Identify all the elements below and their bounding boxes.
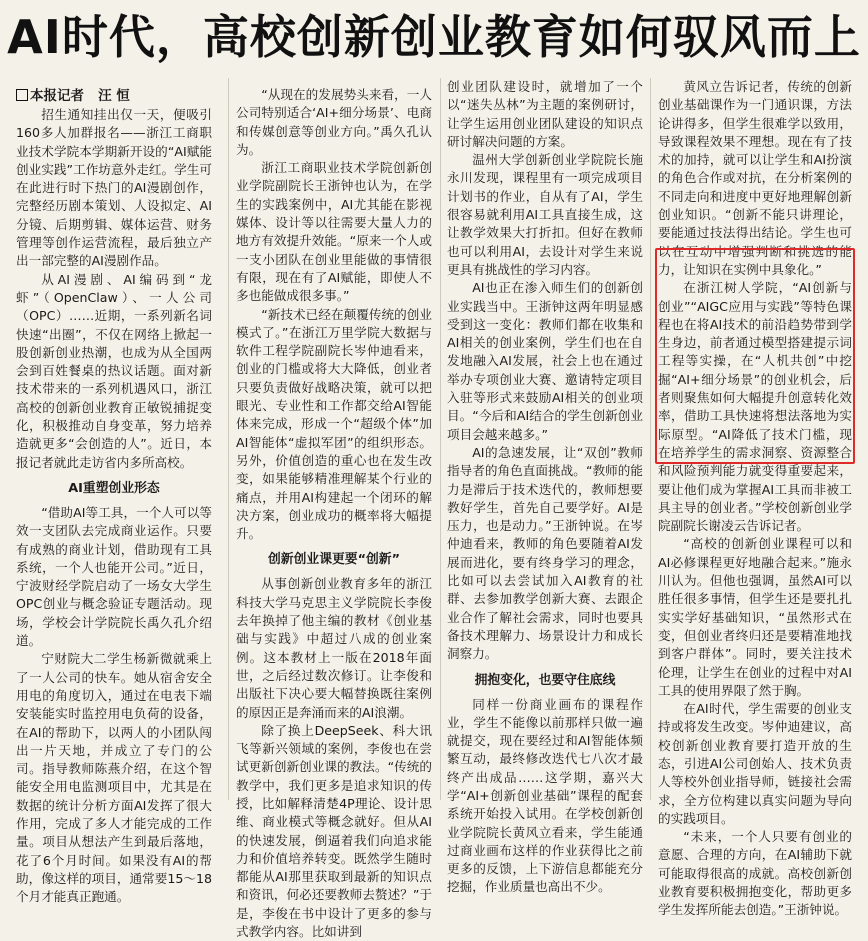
byline-prefix: 本报记者	[30, 88, 84, 104]
paragraph: “新技术已经在颠覆传统的创业模式了。”在浙江万里学院大数据与软件工程学院副院长岑仲迪看来，创业的门槛或将大大降低，创业者只要负责做好战略决策，就可以把眼光、专业性和工作都交给AI智能体来完成，形成一个“超级个体”加AI智能体“虚拟军团”的组织形态。另外，价值创造的重心也在发生改变，如果能够精准理解某个行业的痛点，并用AI构建起一个闭环的解决方案，创业成功的概率将大幅提升。	[236, 306, 432, 542]
paragraph: 浙江工商职业技术学院创新创业学院副院长王浙钟也认为，在学生的实践案例中，AI尤其能在影视媒体、设计等以往需要大量人力的地方有效提升效能。“原来一个人或一支小团队在创业里能做的事情很有限，现在有了AI赋能，即使人不多也能做成很多事。”	[236, 160, 432, 304]
paragraph: 宁财院大二学生杨新微就乘上了一人公司的快车。她从宿舍安全用电的角度切入，通过在电表下端安装能实时监控用电负荷的设备，在AI的帮助下，以两人的小团队闯出一片天地，并成立了专门的公司。指导教师陈燕介绍，在这个智能安全用电监测项目中，尤其是在数据的统计分析方面AI发挥了很大作用，完成了多人才能完成的工作量。项目从想法产生到最后落地，花了6个月时间。如果没有AI的帮助，像这样的项目，通常要15～18个月才能真正跑通。	[16, 651, 212, 905]
section-heading: 创新创业课更要“创新”	[268, 552, 400, 568]
paragraph: 从事创新创业教育多年的浙江科技大学马克思主义学院院长李俊去年换掉了他主编的教材《创业基础与实践》中超过八成的创业案例。这本教材上一版在2018年面世，之后经过数次修订。让李俊和出版社下决心要大幅替换既往案例的原因正是奔涌而来的AI浪潮。	[236, 576, 432, 720]
column-divider	[650, 78, 651, 800]
headline: AI时代，高校创新创业教育如何驭风而上	[7, 10, 861, 64]
column-divider	[228, 78, 229, 800]
paragraph: AI的急速发展，让“双创”教师指导者的角色直面挑战。“教师的能力是滞后于技术迭代的，教师想要教好学生，首先自己要学好。AI是压力，也是动力。”王浙钟说。在岑仲迪看来，教师的角色要随着AI发展而进化，要有终身学习的理念，比如可以去尝试加入AI教育的社群、去参加教学创新大赛、去跟企业合作了解社会需求，同时也要具备技术理解力、场景设计力和成长洞察力。	[447, 444, 643, 662]
section-heading: 拥抱变化，也要守住底线	[474, 672, 616, 688]
paragraph: 招生通知挂出仅一天，便吸引160多人加群报名——浙江工商职业技术学院本学期新开设的“AI赋能创业实践”工作坊意外走红。学生可在此进行时下热门的AI漫剧创作，完整经历剧本策划、人设拟定、AI分镜、后期剪辑、媒体运营、财务管理等创作运营流程，最后独立产出一部完整的AI漫剧作品。	[16, 107, 212, 269]
paragraph: “高校的创新创业课程可以和AI必修课程更好地融合起来。”施永川认为。但他也强调，虽然AI可以胜任很多事情，但学生还是要扎扎实实学好基础知识，“虽然形式在变，但创业者终归还是要精准地找到客户群体”。同时，要关注技术伦理，让学生在创业的过程中对AI工具的使用界限了然于胸。	[658, 536, 852, 698]
byline-name: 汪 恒	[98, 88, 130, 104]
paragraph: 除了换上DeepSeek、科大讯飞等新兴领域的案例，李俊也在尝试更新创新创业课的教法。“传统的教学中，我们更多是追求知识的传授，比如解释清楚4P理论、设计思维、商业模式等概念就好。但从AI的快速发展，倒逼着我们向追求能力和价值培养转变。既然学生随时都能从AI那里获取到最新的知识点和资讯，何必还要教师去赘述？”于是，李俊在书中设计了更多的参与式教学内容。比如讲到	[236, 722, 432, 940]
paragraph: 创业团队建设时，就增加了一个以“迷失丛林”为主题的案例研讨，让学生运用创业团队建设的知识点研讨解决问题的方案。	[447, 79, 643, 149]
article-column-2	[236, 86, 432, 940]
highlight-box	[655, 248, 855, 464]
byline	[16, 86, 212, 106]
paragraph: 温州大学创新创业学院院长施永川发现，课程里有一项完成项目计划书的作业，自从有了AI，学生很容易就利用AI工具直接生成，这让教学效果大打折扣。但好在教师也可以利用AI，去设计对学生来说更具有挑战性的学习内容。	[447, 152, 643, 277]
paragraph: 从AI漫剧、AI编码到“龙虾”（OpenClaw）、一人公司（OPC）……近期，一系列新名词快速“出圈”，不仅在网络上掀起一股创新创业热潮，也成为从全国两会到百姓餐桌的热议话题。面对新技术带来的一系列机遇风口，浙江高校的创新创业教育正敏锐捕捉变化，积极推动自身变革，努力培养造就更多“会创造的人”。近日，本报记者就此走访省内多所高校。	[16, 271, 212, 470]
article-column-1	[16, 86, 212, 905]
byline-box-icon	[16, 89, 28, 101]
highlighted-paragraph: 在浙江树人学院，“AI创新与创业”“AIGC应用与实践”等特色课程也在将AI技术的前沿趋势带到学生身边，前者通过模型搭建提示词工程等实操，在“人机共创”中挖掘“AI+细分场景”的创业机会，后者则聚焦如何大幅提升创意转化效率，借助工具快速将想法落地为实际原型。“AI降低了技术门槛，现在培养学生的需求洞察、资源整合和风险预判能力就变得重要起来，要让他们成为掌握AI工具而非被工具主导的创业者。”学校创新创业学院副院长谢凌云告诉记者。	[658, 280, 852, 534]
article-column-3	[447, 78, 643, 895]
paragraph: 黄风立告诉记者，传统的创新创业基础课作为一门通识课，方法论讲得多，但学生很难学以致用，导致课程效果不理想。现在有了技术的加持，就可以让学生和AI扮演的角色合作或对抗，在分析案例的不同走向和进度中更好地理解创新创业知识。“创新不能只讲理论，要能通过技法得出结论。学生也可以在互动中增强判断和挑选的能力，让知识在实例中具象化。”	[658, 79, 852, 277]
paragraph: “借助AI等工具，一个人可以等效一支团队去完成商业运作。只要有成熟的商业计划，借助现有工具系统，一个人也能开公司。”近日，宁波财经学院启动了一场女大学生OPC创业与概念验证专题活动。现场，学校会计学院院长禹久孔介绍道。	[16, 504, 212, 649]
paragraph: 同样一份商业画布的课程作业，学生不能像以前那样只做一遍就提交，现在要经过和AI智能体频繁互动，最终修改迭代七八次才最终产出成品……这学期，嘉兴大学“AI+创新创业基础”课程的配套系统开始投入试用。在学校创新创业学院院长黄风立看来，学生能通过商业画布这样的作业获得比之前更多的反馈，上下游信息都能充分挖掘，作业质量也高出不少。	[447, 696, 643, 895]
paragraph: AI也正在渗入师生们的创新创业实践当中。王浙钟这两年明显感受到这一变化：教师们都在收集和AI相关的创业案例，学生们也在自发地融入AI发展，社会上也在通过举办专项创业大赛、邀请特定项目入驻等形式来鼓励AI相关的创业项目。“今后和AI结合的学生创新创业项目会越来越多。”	[447, 280, 643, 442]
paragraph: “从现在的发展势头来看，一人公司特别适合‘AI+细分场景’、电商和传媒创意等创业方向。”禹久孔认为。	[236, 87, 432, 157]
section-heading: AI重塑创业形态	[68, 480, 160, 496]
paragraph: “未来，一个人只要有创业的意愿、合理的方向，在AI辅助下就可能取得很高的成就。高校创新创业教育要积极拥抱变化，帮助更多学生发挥所能去创造。”王浙钟说。	[658, 829, 852, 918]
paragraph: 在AI时代，学生需要的创业支持或将发生改变。岑仲迪建议，高校创新创业教育要打造开放的生态，引进AI公司创始人、技术负责人等校外创业指导师，链接社会需求，全方位构建以真实问题为导向的实践项目。	[658, 701, 852, 826]
column-divider	[440, 78, 441, 800]
